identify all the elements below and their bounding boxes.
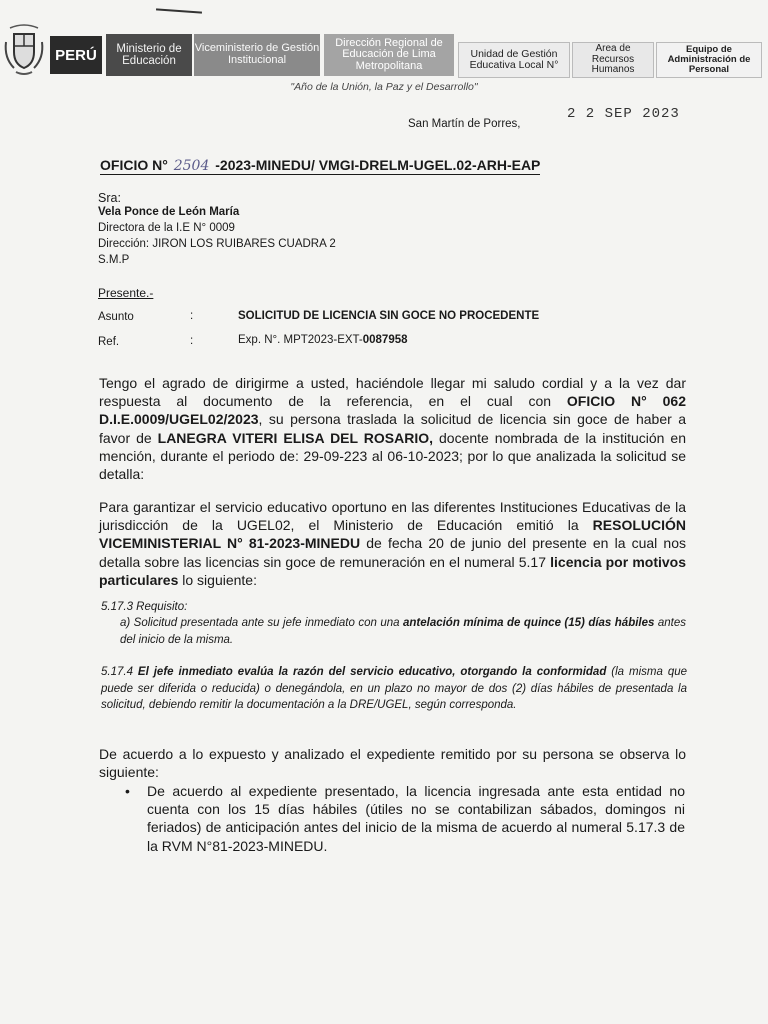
equipo-administracion-label: Equipo de Administración de Personal (656, 42, 762, 78)
asunto-value: SOLICITUD DE LICENCIA SIN GOCE NO PROCEDENTE (238, 310, 540, 322)
presente-label: Presente.- (98, 286, 154, 300)
recipient-name: Vela Ponce de León María (98, 206, 240, 218)
p1-oficio-ref: OFICIO N° 062 D.I.E.0009/UGEL02/2023 (99, 393, 686, 428)
national-shield-icon (2, 22, 46, 78)
oficio-number: 2504 (173, 158, 210, 174)
bullet-item-1 (125, 782, 685, 855)
peru-logo: PERÚ (50, 36, 102, 74)
unidad-gestion-label: Unidad de Gestión Educativa Local N° (458, 42, 570, 78)
oficio-suffix: -2023-MINEDU/ VMGI-DRELM-UGEL.02-ARH-EAP (215, 157, 541, 173)
place-line: San Martín de Porres, (408, 118, 521, 130)
paragraph-3: De acuerdo a lo expuesto y analizado el expediente remitido por su persona se observa lo siguiente: (99, 746, 686, 781)
bullet-text-1: De acuerdo al expediente presentado, la licencia ingresada ante esta entidad no cuenta con los 15 días hábiles (útiles no se contabilizan sábados, domingos ni feriados) de anticipación antes del inicio de la misma de acuerdo al numeral 5.17.3 de la RVM N°81-2023-MINEDU. (147, 783, 685, 854)
ref-separator: : (190, 335, 194, 347)
p2-text-e: lo siguiente: (178, 571, 257, 588)
q1-text-c: antes del inicio de la misma. (120, 617, 687, 646)
p1-text-a: Tengo el agrado de dirigirme a usted, haciéndole llegar mi saludo cordial y a la vez dar respuesta al documento de la referencia, en el cual con (99, 375, 686, 410)
p2-text-c: de fecha 20 de junio del presente en la cual nos detalla sobre las licencias sin goce de remuneración en el numeral 5.17 (99, 535, 686, 570)
date-stamp: 2 2 SEP 2023 (567, 106, 680, 122)
asunto-separator: : (190, 310, 194, 322)
ref-label: Ref. (98, 336, 120, 348)
viceministerio-label: Viceministerio de Gestión Institucional (194, 34, 320, 76)
year-motto: "Año de la Unión, la Paz y el Desarrollo" (290, 81, 478, 93)
oficio-title (100, 157, 540, 175)
p1-text-c: , su persona traslada la solicitud de licencia sin goce de haber a favor de (99, 411, 686, 446)
q2-number: 5.17.4 (101, 666, 138, 678)
pen-stroke (156, 8, 202, 13)
p1-teacher-name: LANEGRA VITERI ELISA DEL ROSARIO, (157, 429, 434, 446)
ref-number: 0087958 (362, 334, 408, 346)
quote-5-17-3-title: 5.17.3 Requisito: (101, 601, 188, 613)
asunto-label: Asunto (98, 311, 134, 323)
ministerio-label: Ministerio de Educación (106, 34, 192, 76)
paragraph-1 (99, 374, 686, 483)
bullet-dot-icon: • (125, 783, 130, 799)
q1-text-a: a) Solicitud presentada ante su jefe inmediato con una (120, 617, 403, 629)
p2-text-a: Para garantizar el servicio educativo oportuno en las diferentes Instituciones Educativas de la jurisdicción de la UGEL02, el Ministerio de Educación emitió la (99, 499, 686, 534)
direccion-regional-label: Dirección Regional de Educación de Lima Metropolitana (324, 34, 454, 76)
quote-5-17-4 (101, 664, 687, 714)
ref-value (238, 334, 408, 346)
q2-bold: El jefe inmediato evalúa la razón del servicio educativo, otorgando la conformidad (137, 666, 607, 678)
recipient-district: S.M.P (98, 254, 130, 266)
salutation: Sra: (98, 191, 121, 205)
p2-resolucion: RESOLUCIÓN VICEMINISTERIAL N° 81-2023-MINEDU (99, 517, 686, 552)
paragraph-2 (99, 498, 686, 589)
recipient-address: Dirección: JIRON LOS RUIBARES CUADRA 2 (98, 238, 336, 250)
oficio-prefix: OFICIO N° (100, 157, 168, 173)
p1-text-e: docente nombrada de la institución en mención, durante el periodo de: 29-09-223 al 06-10-2023; por lo que analizada la solicitud se detalla: (99, 429, 687, 483)
quote-5-17-3 (120, 615, 686, 648)
ref-prefix: Exp. N°. MPT2023-EXT- (238, 334, 363, 346)
q1-bold: antelación mínima de quince (15) días hábiles (402, 617, 655, 629)
q2-text-c: (la misma que puede ser diferida o reducida) o denegándola, en un plazo no mayor de dos (2) días hábiles de presentada la solicitud, debiendo remitir la documentación a la DRE/UGEL, según corresponda. (101, 666, 688, 711)
p2-licencia: licencia por motivos particulares (99, 553, 686, 588)
area-rrhh-label: Area de Recursos Humanos (572, 42, 654, 78)
recipient-role: Directora de la I.E N° 0009 (98, 222, 235, 234)
